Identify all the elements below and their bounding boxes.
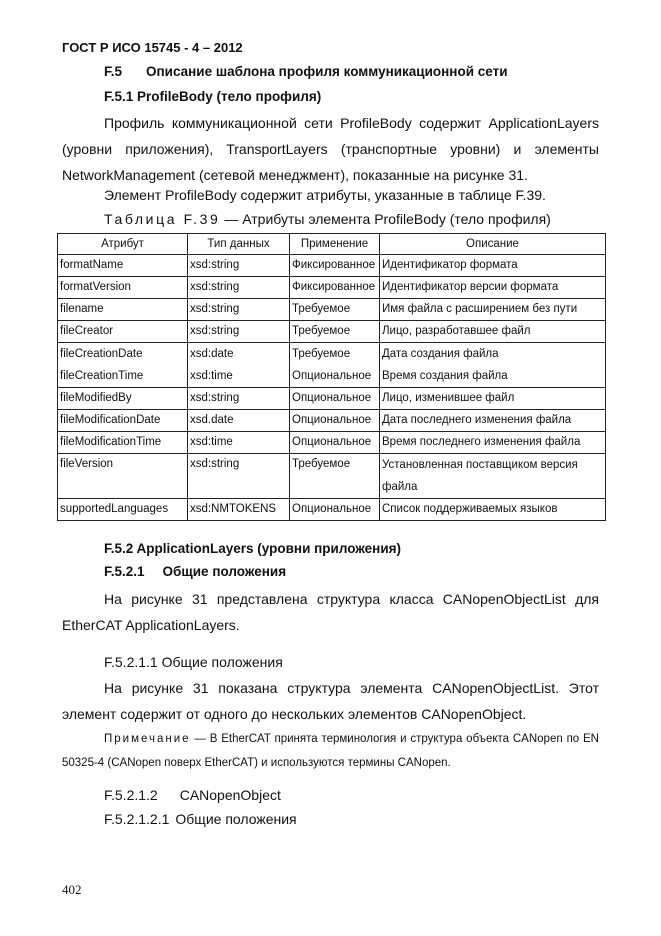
cell-data-type: xsd.date <box>188 410 290 432</box>
cell-line: fileCreationTime <box>60 370 144 382</box>
attributes-table <box>57 233 606 521</box>
cell-data-type: xsd:string <box>188 321 290 343</box>
cell-attribute: formatName <box>58 255 188 277</box>
cell-description: Список поддерживаемых языков <box>380 499 606 521</box>
header-usage: Применение <box>290 234 380 255</box>
table-row <box>58 499 606 521</box>
section-f521-heading <box>104 564 286 579</box>
table-row <box>58 299 606 321</box>
cell-description: Лицо, разработавшее файл <box>380 321 606 343</box>
section-f51-heading: F.5.1 ProfileBody (тело профиля) <box>104 89 322 104</box>
page-number: 402 <box>62 882 82 897</box>
cell-data-type: xsd:time <box>188 432 290 454</box>
table-row-merged <box>58 343 606 388</box>
section-f5211-heading: F.5.2.1.1 Общие положения <box>104 654 283 670</box>
cell-data-type: xsd:string <box>188 299 290 321</box>
cell-description: Идентификатор версии формата <box>380 277 606 299</box>
cell-line: Время создания файла <box>382 370 508 382</box>
table-row <box>58 432 606 454</box>
paragraph-profilebody-contents: Профиль коммуникационной сети ProfileBody содержит ApplicationLayers (уровни приложения), TransportLayers (транспортные уровни) и элементы NetworkManagement (сетевой менеджмент), показанные на рисунке 31. <box>62 115 599 183</box>
cell-description: Время последнего изменения файла <box>380 432 606 454</box>
cell-description: Лицо, изменившее файл <box>380 388 606 410</box>
section-f5212-heading <box>104 782 281 808</box>
cell-data-type <box>188 343 290 388</box>
cell-attribute: fileModificationTime <box>58 432 188 454</box>
header-attribute: Атрибут <box>58 234 188 255</box>
section-f52121-title: Общие положения <box>175 811 297 827</box>
note-label: Примечание <box>104 733 191 745</box>
table-row <box>58 321 606 343</box>
cell-attribute: fileVersion <box>58 454 188 499</box>
cell-attribute: supportedLanguages <box>58 499 188 521</box>
paragraph-canopen-object-list-class: На рисунке 31 представлена структура класса CANopenObjectList для EtherCAT ApplicationLayers. <box>62 591 599 633</box>
header-data-type: Тип данных <box>188 234 290 255</box>
cell-usage: Опциональное <box>290 432 380 454</box>
table-row <box>58 410 606 432</box>
note-paragraph <box>62 727 599 775</box>
table-row <box>58 255 606 277</box>
table-row <box>58 454 606 499</box>
cell-usage: Требуемое <box>290 454 380 499</box>
section-f52121-heading <box>104 806 297 832</box>
cell-line: xsd:date <box>190 348 234 360</box>
cell-data-type: xsd:string <box>188 255 290 277</box>
section-f521-title: Общие положения <box>162 564 287 579</box>
cell-line: Опциональное <box>292 370 372 382</box>
section-f52-heading: F.5.2 ApplicationLayers (уровни приложения) <box>104 541 402 556</box>
cell-description <box>380 343 606 388</box>
cell-line: Дата создания файла <box>382 348 499 360</box>
document-header: ГОСТ Р ИСО 15745 - 4 – 2012 <box>62 40 243 55</box>
cell-usage: Требуемое <box>290 321 380 343</box>
section-f5-heading <box>104 64 508 79</box>
cell-line: Требуемое <box>292 348 351 360</box>
section-f52121-number: F.5.2.1.2.1 <box>104 811 170 827</box>
cell-data-type: xsd:string <box>188 454 290 499</box>
cell-attribute: fileModificationDate <box>58 410 188 432</box>
cell-usage <box>290 343 380 388</box>
section-f521-number: F.5.2.1 <box>104 564 145 579</box>
cell-attribute: formatVersion <box>58 277 188 299</box>
cell-usage: Опциональное <box>290 499 380 521</box>
header-description: Описание <box>380 234 606 255</box>
section-f5212-number: F.5.2.1.2 <box>104 787 158 803</box>
cell-description: Имя файла с расширением без пути <box>380 299 606 321</box>
section-f5212-title: CANopenObject <box>179 787 281 803</box>
note-text: — В EtherCAT принята терминология и структура объекта CANopen по EN 50325-4 (CANopen поверх EtherCAT) и используются термины CANopen. <box>62 733 599 769</box>
table-row <box>58 388 606 410</box>
cell-usage: Требуемое <box>290 299 380 321</box>
cell-data-type: xsd:NMTOKENS <box>188 499 290 521</box>
cell-data-type: xsd:string <box>188 277 290 299</box>
table-caption-label: Таблица F.39 <box>104 211 221 227</box>
table-caption-text: — Атрибуты элемента ProfileBody (тело профиля) <box>220 211 551 227</box>
cell-usage: Фиксированное <box>290 277 380 299</box>
cell-attribute <box>58 343 188 388</box>
cell-attribute: fileModifiedBy <box>58 388 188 410</box>
cell-usage: Опциональное <box>290 410 380 432</box>
cell-description: Установленная поставщиком версия файла <box>380 454 606 499</box>
section-f5-title: Описание шаблона профиля коммуникационной сети <box>146 64 508 79</box>
cell-attribute: fileCreator <box>58 321 188 343</box>
cell-description: Дата последнего изменения файла <box>380 410 606 432</box>
table-header-row <box>58 234 606 255</box>
section-f5-number: F.5 <box>104 64 123 79</box>
table-row <box>58 277 606 299</box>
cell-line: fileCreationDate <box>60 348 143 360</box>
cell-usage: Фиксированное <box>290 255 380 277</box>
cell-data-type: xsd:string <box>188 388 290 410</box>
cell-description: Идентификатор формата <box>380 255 606 277</box>
cell-line: xsd:time <box>190 370 233 382</box>
table-caption <box>104 206 551 232</box>
cell-attribute: filename <box>58 299 188 321</box>
paragraph-canopen-object-list-element: На рисунке 31 показана структура элемента CANopenObjectList. Этот элемент содержит от одного до нескольких элементов CANopenObject. <box>62 680 599 722</box>
cell-usage: Опциональное <box>290 388 380 410</box>
paragraph-profilebody-attributes: Элемент ProfileBody содержит атрибуты, указанные в таблице F.39. <box>104 187 546 203</box>
